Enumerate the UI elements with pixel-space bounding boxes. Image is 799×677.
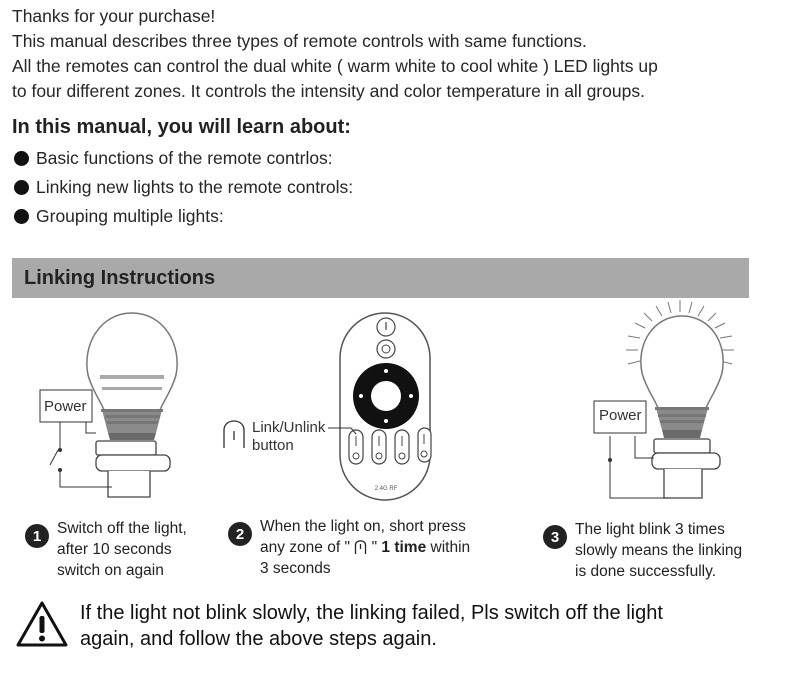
warning-line: If the light not blink slowly, the linking failed, Pls switch off the light (80, 602, 663, 624)
step-line: switch on again (57, 562, 164, 579)
remote-brand-text: 2.4G RF (374, 486, 398, 492)
link-button-icon (354, 539, 367, 554)
list-item (14, 144, 353, 173)
learn-heading: In this manual, you will learn about: (12, 116, 351, 138)
link-unlink-button-label (252, 419, 325, 455)
step-text (260, 516, 470, 579)
bullet-dot-icon (14, 180, 29, 195)
remote-control-illustration (218, 308, 448, 503)
warning-note (16, 600, 663, 652)
step-number-badge: 2 (228, 522, 252, 546)
bulb-blinking-illustration (580, 298, 760, 513)
step-number-badge: 3 (543, 525, 567, 549)
step-line (260, 537, 470, 558)
link-unlink-label-line: Link/Unlink (252, 419, 326, 436)
list-item-text: Basic functions of the remote contrlos: (36, 148, 333, 168)
step-line: is done successfully. (575, 563, 716, 580)
step-3 (543, 519, 742, 582)
step-text (575, 519, 742, 582)
intro-text (12, 4, 658, 104)
power-label: Power (599, 407, 642, 424)
step-line-part: within (426, 539, 471, 556)
intro-line: to four different zones. It controls the intensity and color temperature in all groups. (12, 81, 645, 101)
step-number-badge: 1 (25, 524, 49, 548)
list-item (14, 173, 353, 202)
link-unlink-label-line: button (252, 437, 294, 454)
section-title: Linking Instructions (24, 267, 216, 289)
step-text (57, 518, 187, 581)
step-line-part: " (367, 539, 382, 556)
step-1 (25, 518, 187, 581)
list-item (14, 202, 353, 231)
intro-line: This manual describes three types of remote controls with same functions. (12, 31, 587, 51)
step-line: slowly means the linking (575, 542, 743, 559)
step-emphasis: 1 time (381, 539, 427, 556)
step-line: The light blink 3 times (575, 521, 725, 538)
intro-line: All the remotes can control the dual white ( warm white to cool white ) LED lights up (12, 56, 658, 76)
warning-text (80, 600, 663, 652)
bullet-dot-icon (14, 209, 29, 224)
step-line: When the light on, short press (260, 518, 466, 535)
step-2 (228, 516, 470, 579)
warning-triangle-icon (16, 600, 68, 648)
list-item-text: Linking new lights to the remote controls: (36, 177, 354, 197)
step-line: after 10 seconds (57, 541, 172, 558)
list-item-text: Grouping multiple lights: (36, 206, 224, 226)
learn-list (14, 144, 353, 231)
warning-line: again, and follow the above steps again. (80, 628, 437, 650)
intro-line: Thanks for your purchase! (12, 6, 216, 26)
power-label: Power (44, 398, 87, 415)
step-line: 3 seconds (260, 560, 331, 577)
bullet-dot-icon (14, 151, 29, 166)
step-line: Switch off the light, (57, 520, 187, 537)
step-line-part: any zone of " (260, 539, 355, 556)
section-header-bar (12, 258, 749, 298)
